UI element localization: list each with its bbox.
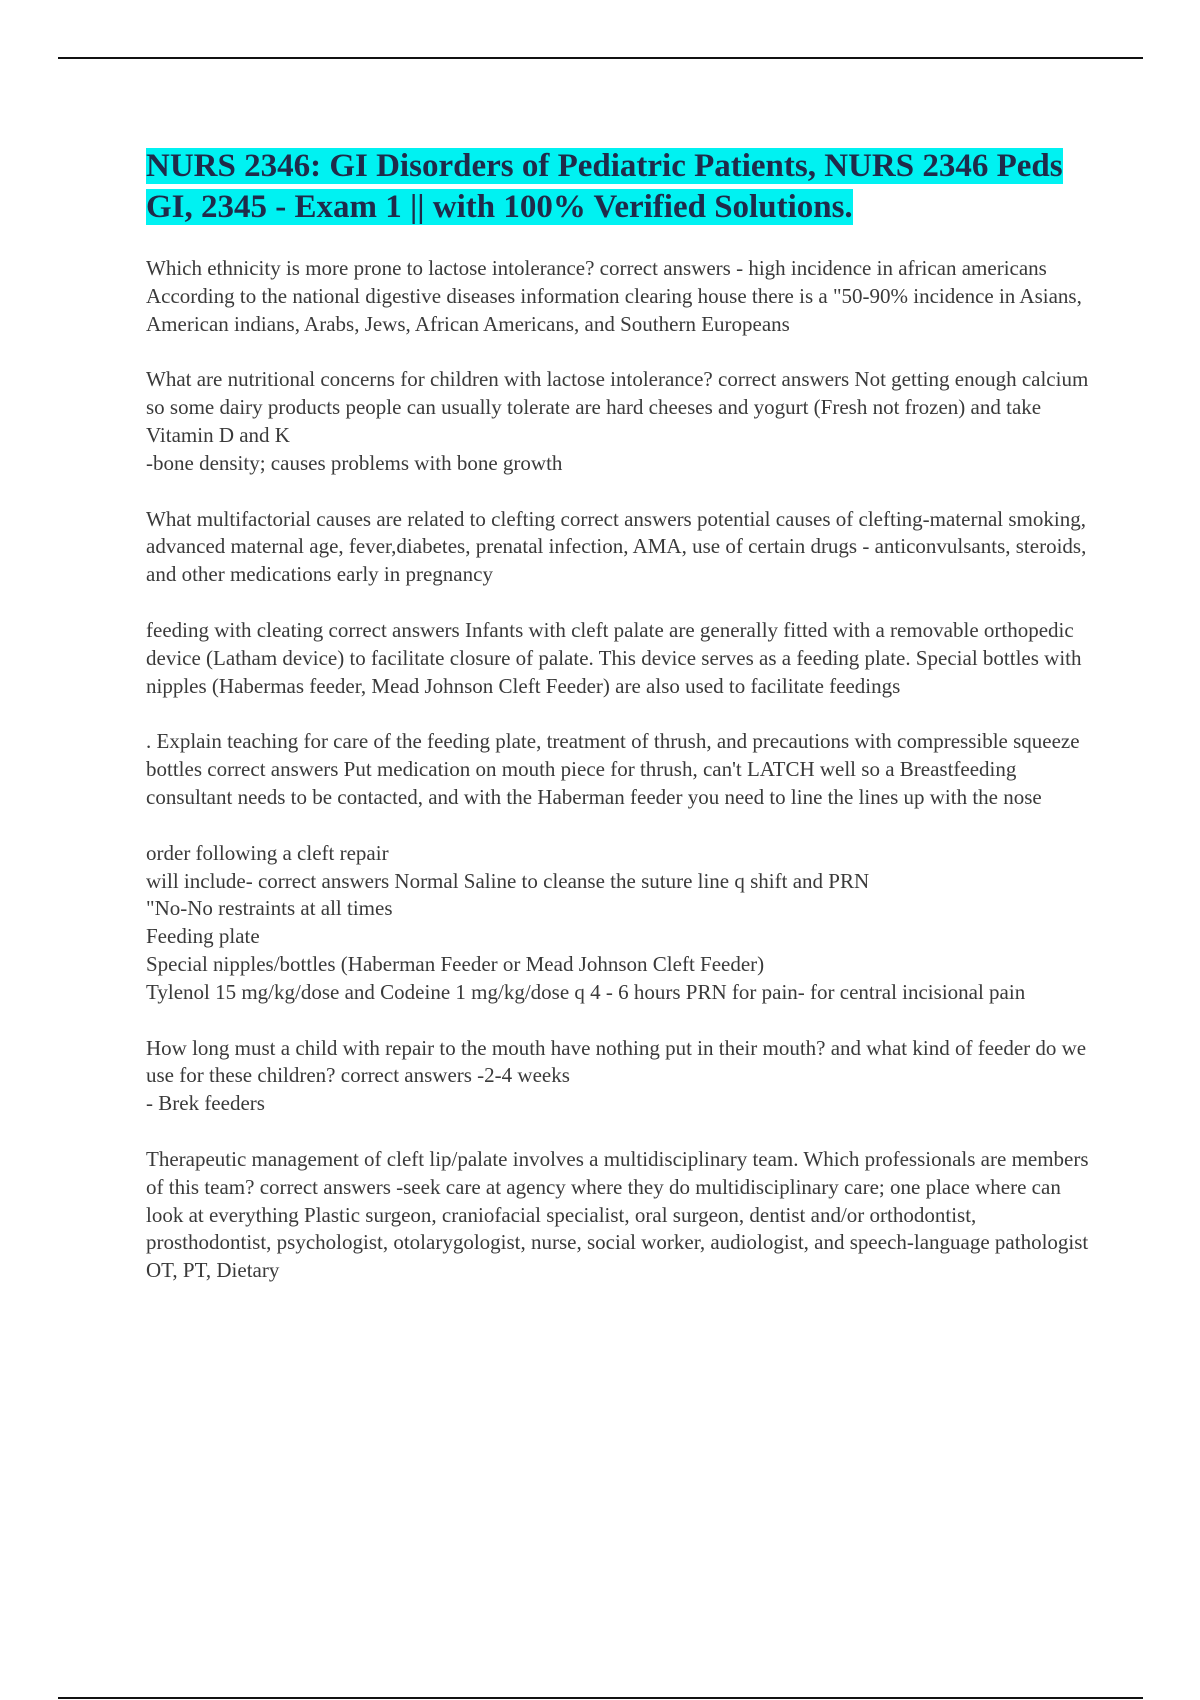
- header-rule: [58, 57, 1143, 59]
- document-title: [146, 146, 1091, 228]
- qa-paragraph-mouth-repair-duration: How long must a child with repair to the mouth have nothing put in their mouth? and what kind of feeder do we use for these children? correct answers -2-4 weeks - Brek feeders: [146, 1035, 1087, 1116]
- document-body: [146, 146, 1091, 1285]
- qa-paragraph-nutritional-concerns: What are nutritional concerns for children with lactose intolerance? correct answers Not getting enough calcium so some dairy products people can usually tolerate are hard cheeses and yogurt (Fresh not frozen) and take Vitamin D and K -bone density; causes problems with bone growth: [146, 367, 1089, 475]
- qa-paragraph-feeding-cleft: feeding with cleating correct answers Infants with cleft palate are generally fitted with a removable orthopedic device (Latham device) to facilitate closure of palate. This device serves as a feeding plate. Special bottles with nipples (Habermas feeder, Mead Johnson Cleft Feeder) are also used to facilitate feedings: [146, 617, 1082, 698]
- qa-paragraph-feeding-plate-teaching: . Explain teaching for care of the feeding plate, treatment of thrush, and precautions with compressible squeeze bottles correct answers Put medication on mouth piece for thrush, can't LATCH well so a Breastfeeding consultant needs to be contacted, and with the Haberman feeder you need to line the lines up with the nose: [146, 729, 1080, 809]
- qa-paragraph-clefting-causes: What multifactorial causes are related to clefting correct answers potential causes of clefting-maternal smoking, advanced maternal age, fever,diabetes, prenatal infection, AMA, use of certain drugs - anticonvulsants, steroids, and other medications early in pregnancy: [146, 506, 1087, 587]
- document-title-highlight: NURS 2346: GI Disorders of Pediatric Patients, NURS 2346 Peds GI, 2345 - Exam 1 || with 100% Verified Solutions.: [146, 148, 1063, 225]
- qa-paragraph-multidisciplinary-team: Therapeutic management of cleft lip/palate involves a multidisciplinary team. Which professionals are members of this team? correct answers -seek care at agency where they do multidisciplinary care; one place where can look at everything Plastic surgeon, craniofacial specialist, oral surgeon, dentist and/or orthodontist, prosthodontist, psychologist, otolarygologist, nurse, social worker, audiologist, and speech-language pathologist OT, PT, Dietary: [146, 1146, 1089, 1283]
- qa-paragraph-lactose-ethnicity: Which ethnicity is more prone to lactose intolerance? correct answers - high incidence in african americans According to the national digestive diseases information clearing house there is a "50-90% incidence in Asians, American indians, Arabs, Jews, African Americans, and Southern Europeans: [146, 256, 1082, 336]
- footer-rule: [58, 1697, 1143, 1699]
- qa-paragraph-cleft-repair-orders: order following a cleft repair will include- correct answers Normal Saline to cleanse the suture line q shift and PRN "No-No restraints at all times Feeding plate Special nipples/bottles (Haberman Feeder or Mead Johnson Cleft Feeder) Tylenol 15 mg/kg/dose and Codeine 1 mg/kg/dose q 4 - 6 hours PRN for pain- for central incisional pain: [146, 840, 1026, 1004]
